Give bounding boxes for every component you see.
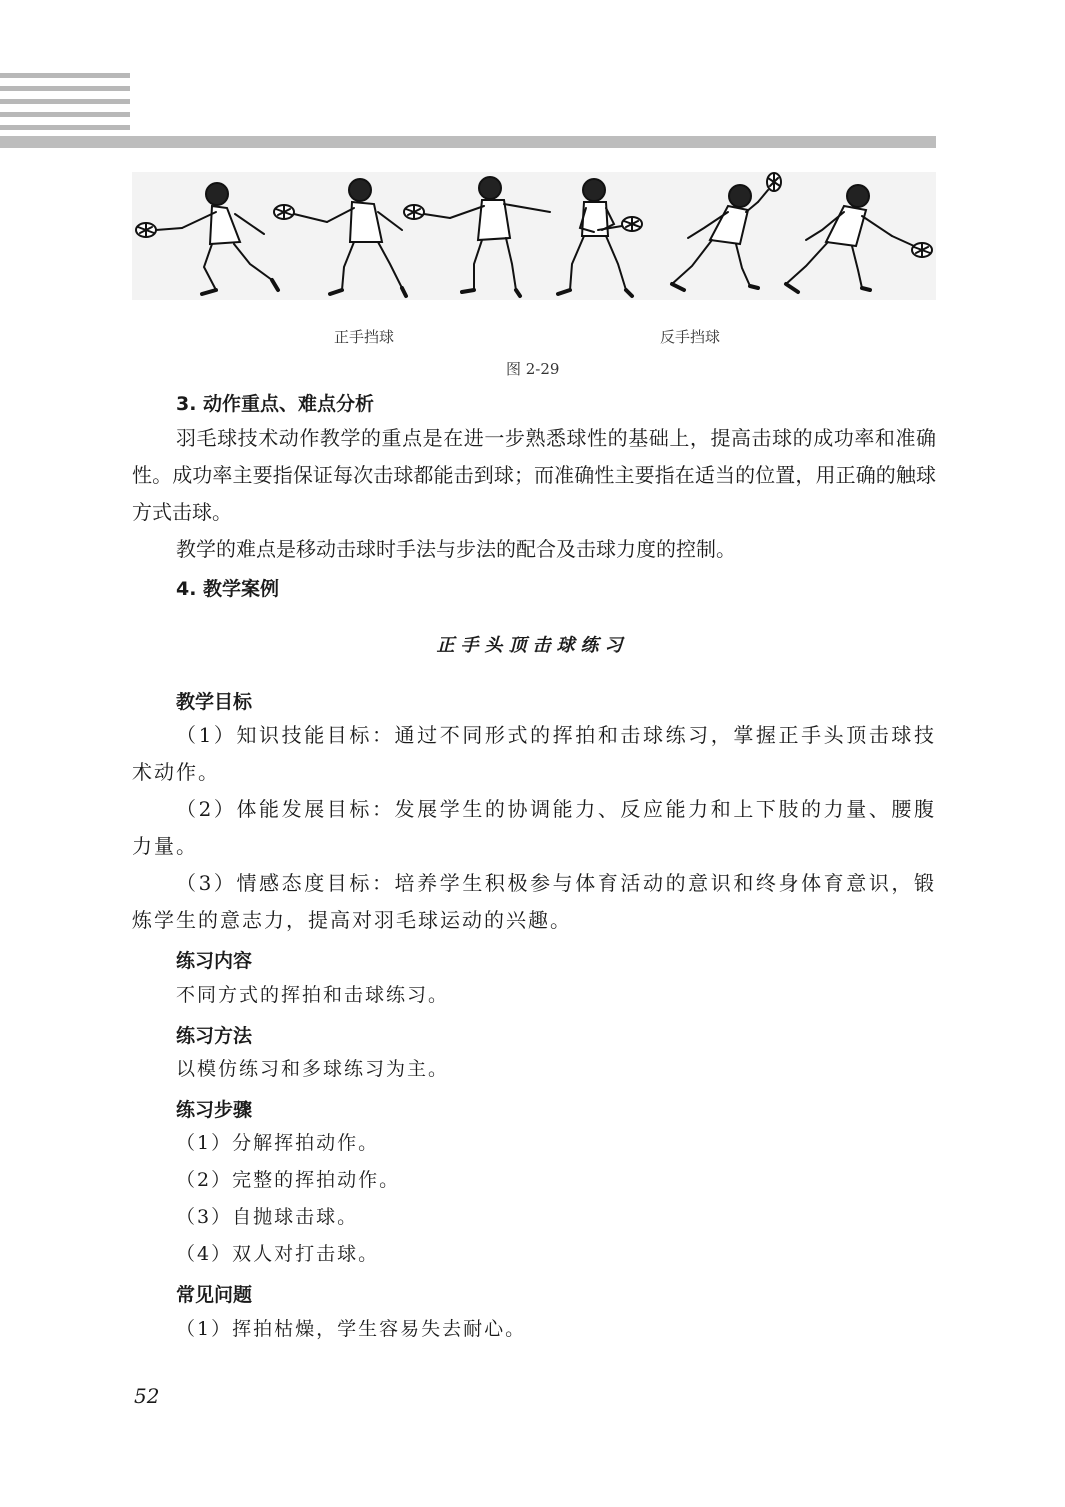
header-stripe bbox=[0, 112, 130, 117]
method-text: 以模仿练习和多球练习为主。 bbox=[176, 1058, 450, 1080]
paragraph: 羽毛球技术动作教学的重点是在进一步熟悉球性的基础上，提高击球的成功率和准确性。成功率主要指保证每次击球都能击到球；而准确性主要指在适当的位置，用正确的触球方式击球。 bbox=[132, 426, 936, 524]
content-heading: 练习内容 bbox=[176, 950, 253, 972]
step-item: （4）双人对打击球。 bbox=[176, 1243, 380, 1265]
paragraph: 教学的难点是移动击球时手法与步法的配合及击球力度的控制。 bbox=[176, 537, 736, 561]
step-item: （1）分解挥拍动作。 bbox=[176, 1132, 380, 1154]
figure-caption-forehand: 正手挡球 bbox=[334, 328, 395, 346]
steps-heading: 练习步骤 bbox=[176, 1099, 253, 1121]
section-3-heading: 3. 动作重点、难点分析 bbox=[176, 393, 375, 415]
figure-label: 图 2-29 bbox=[506, 360, 560, 378]
header-stripe bbox=[0, 99, 130, 104]
goals-heading: 教学目标 bbox=[176, 691, 253, 713]
step-item: （3）自抛球击球。 bbox=[176, 1206, 359, 1228]
problem-item: （1）挥拍枯燥，学生容易失去耐心。 bbox=[176, 1318, 527, 1340]
badminton-figure-illustration bbox=[132, 172, 936, 307]
goal-item: （3）情感态度目标：培养学生积极参与体育活动的意识和终身体育意识，锻炼学生的意志力，提高对羽毛球运动的兴趣。 bbox=[132, 871, 936, 932]
header-stripe bbox=[0, 73, 130, 78]
problems-heading: 常见问题 bbox=[176, 1284, 253, 1306]
case-title: 正手头顶击球练习 bbox=[436, 635, 629, 656]
header-bar bbox=[0, 136, 936, 148]
method-heading: 练习方法 bbox=[176, 1025, 253, 1047]
goal-item: （1）知识技能目标：通过不同形式的挥拍和击球练习，掌握正手头顶击球技术动作。 bbox=[132, 723, 936, 784]
figure-caption-backhand: 反手挡球 bbox=[660, 328, 721, 346]
page-number: 52 bbox=[134, 1384, 160, 1408]
section-4-heading: 4. 教学案例 bbox=[176, 578, 280, 600]
header-stripe bbox=[0, 125, 130, 130]
header-stripe bbox=[0, 86, 130, 91]
step-item: （2）完整的挥拍动作。 bbox=[176, 1169, 401, 1191]
content-text: 不同方式的挥拍和击球练习。 bbox=[176, 984, 450, 1006]
goal-item: （2）体能发展目标：发展学生的协调能力、反应能力和上下肢的力量、腰腹力量。 bbox=[132, 797, 936, 858]
